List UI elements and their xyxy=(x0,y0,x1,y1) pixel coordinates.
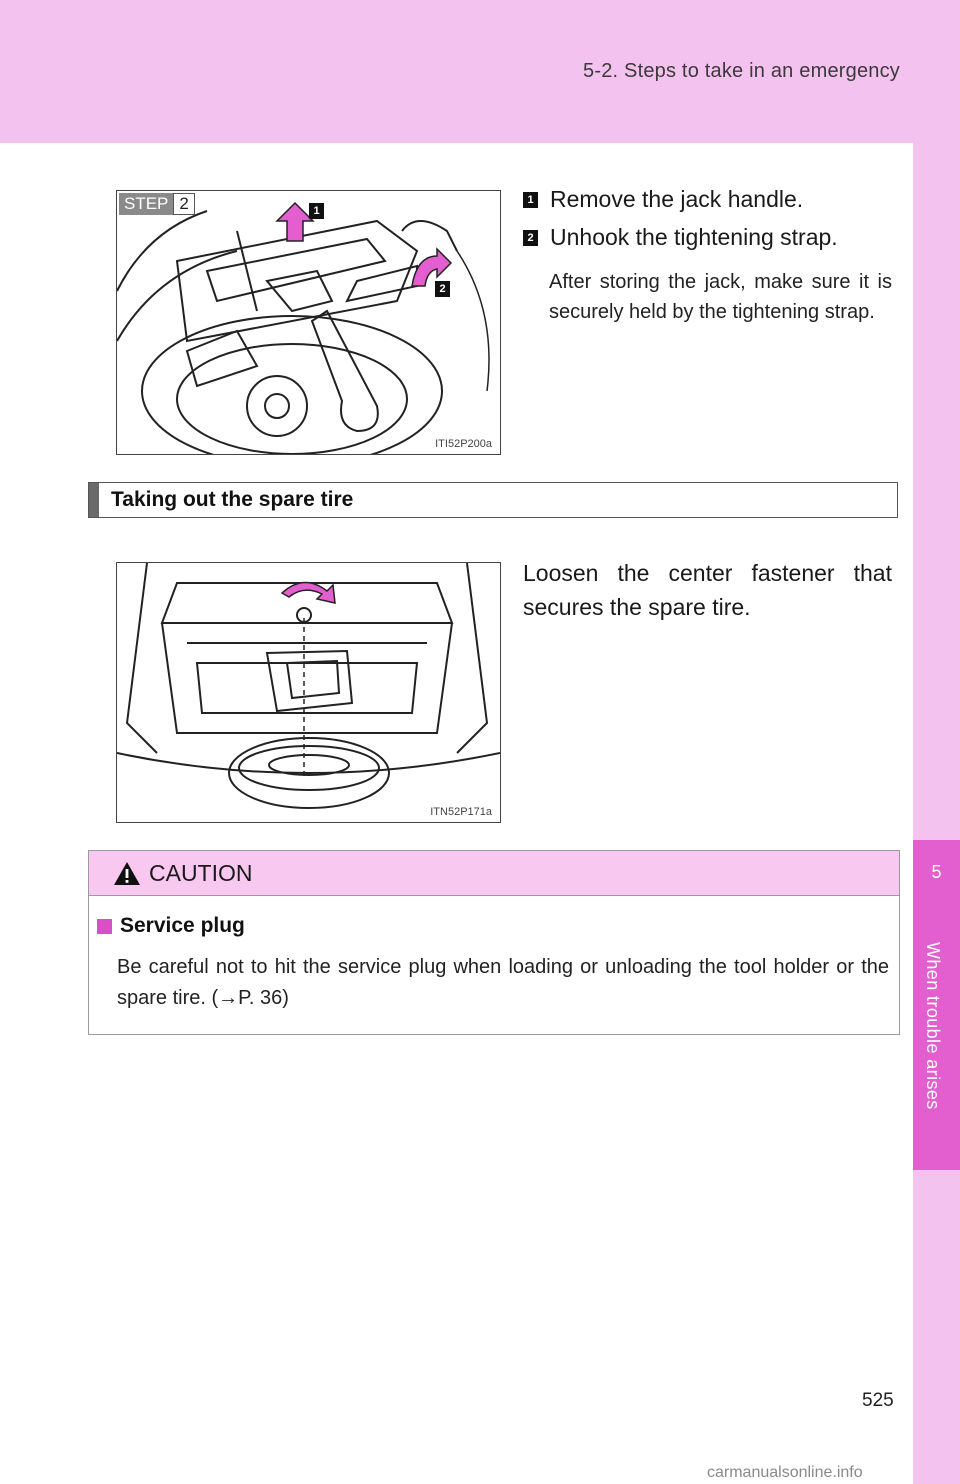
caution-subheading xyxy=(97,914,245,938)
caution-box xyxy=(88,850,900,1035)
page-number: 525 xyxy=(862,1390,894,1411)
callout-1: 1 xyxy=(309,203,324,219)
section-header xyxy=(88,482,898,518)
section-header-bar xyxy=(89,483,99,517)
caution-header xyxy=(89,851,899,896)
caution-label: CAUTION xyxy=(149,860,253,886)
watermark: carmanualsonline.info xyxy=(707,1464,863,1481)
step-text: Unhook the tightening strap. xyxy=(550,224,838,250)
jack-storage-illustration xyxy=(116,190,501,455)
figure-code: ITN52P171a xyxy=(430,806,492,818)
caution-subheading-text: Service plug xyxy=(120,914,245,937)
chapter-side-tab xyxy=(913,143,960,1484)
section-paragraph: Loosen the center fastener that secures the spare tire. xyxy=(523,560,892,620)
step-number-badge: 1 xyxy=(523,192,538,208)
warning-triangle-icon xyxy=(113,861,141,886)
step-badge xyxy=(119,193,195,215)
figure-code: ITI52P200a xyxy=(435,438,492,450)
square-bullet-icon xyxy=(97,919,112,934)
section-title-spare-tire: Taking out the spare tire xyxy=(111,488,354,511)
chapter-label: When trouble arises xyxy=(923,942,943,1110)
step-badge-label: STEP xyxy=(119,193,173,215)
section-title: 5-2. Steps to take in an emergency xyxy=(583,60,900,82)
trunk-drawing xyxy=(117,563,500,822)
step-item-1 xyxy=(523,186,803,213)
step-text: Remove the jack handle. xyxy=(550,186,804,212)
storage-note: After storing the jack, make sure it is securely held by the tightening strap. xyxy=(549,271,892,323)
callout-2: 2 xyxy=(435,281,450,297)
chapter-number: 5 xyxy=(931,862,942,882)
step-badge-number: 2 xyxy=(173,193,194,215)
trunk-spare-tire-illustration xyxy=(116,562,501,823)
caution-body: Be careful not to hit the service plug when loading or unloading the tool holder or the spare tire. (→P. 36) xyxy=(117,956,889,1009)
jack-storage-drawing xyxy=(117,191,500,454)
step-item-2 xyxy=(523,224,838,251)
step-number-badge: 2 xyxy=(523,230,538,246)
